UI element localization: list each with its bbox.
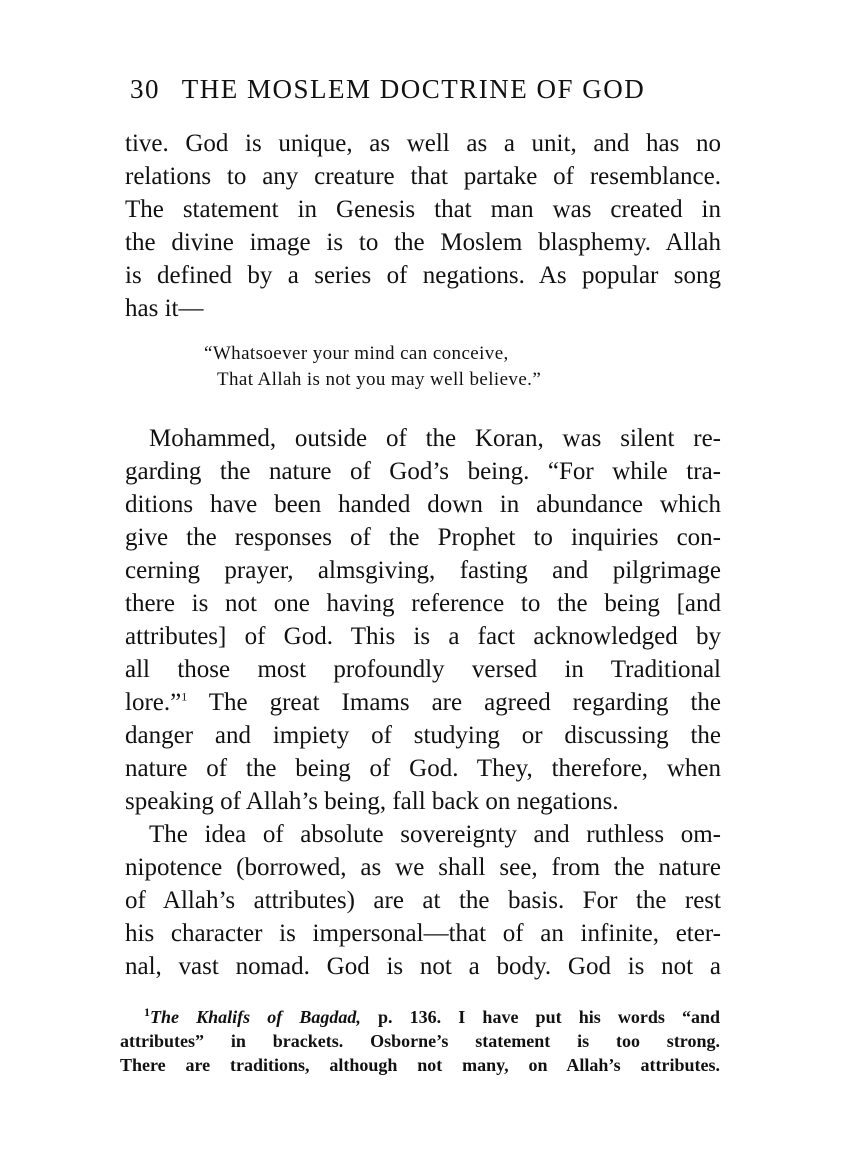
footnote-line: [120, 1005, 720, 1029]
text-line: has it—: [125, 295, 204, 322]
page-number: 30: [130, 74, 160, 104]
text-line: The statement in Genesis that man was created in: [125, 196, 721, 223]
text-fragment: The great Imams are agreed regarding the: [187, 689, 721, 716]
text-line: cerning prayer, almsgiving, fasting and pilgrimage: [125, 557, 721, 584]
footnote-marker: 1: [144, 1005, 150, 1019]
text-line: give the responses of the Prophet to inquiries con-: [125, 524, 721, 551]
footnote: [120, 1005, 720, 1077]
quote-line: That Allah is not you may well believe.”: [217, 369, 542, 390]
text-line-with-footnote-ref: [125, 686, 721, 719]
text-line: nature of the being of God. They, therefore, when: [125, 755, 721, 782]
text-line: nipotence (borrowed, as we shall see, from the nature: [125, 854, 721, 881]
footnote-source-title: The Khalifs of Bagdad,: [150, 1007, 361, 1027]
paragraph-1: [125, 127, 721, 325]
text-line: relations to any creature that partake of resemblance.: [125, 163, 721, 190]
text-line: speaking of Allah’s being, fall back on negations.: [125, 788, 619, 815]
paragraph-2-3: [125, 422, 721, 983]
footnote-line: attributes” in brackets. Osborne’s statement is too strong.: [120, 1031, 720, 1051]
text-line: his character is impersonal—that of an infinite, eter-: [125, 920, 721, 947]
text-fragment: lore.”: [125, 689, 182, 716]
text-line: garding the nature of God’s being. “For while tra-: [125, 458, 721, 485]
text-line: the divine image is to the Moslem blasphemy. Allah: [125, 229, 721, 256]
text-line: attributes] of God. This is a fact acknowledged by: [125, 623, 721, 650]
quote-line: “Whatsoever your mind can conceive,: [204, 343, 509, 364]
verse-quote: [204, 341, 541, 393]
text-line: Mohammed, outside of the Koran, was silent re-: [149, 425, 721, 452]
text-line: there is not one having reference to the being [and: [125, 590, 721, 617]
text-line: nal, vast nomad. God is not a body. God is not a: [125, 953, 721, 980]
footnote-line: There are traditions, although not many, on Allah’s attributes.: [120, 1055, 720, 1075]
text-line: tive. God is unique, as well as a unit, and has no: [125, 130, 721, 157]
text-line: ditions have been handed down in abundance which: [125, 491, 721, 518]
running-header: [130, 74, 730, 105]
text-line: of Allah’s attributes) are at the basis. For the rest: [125, 887, 721, 914]
text-line: all those most profoundly versed in Traditional: [125, 656, 721, 683]
footnote-reference: 1: [181, 689, 188, 704]
running-title: THE MOSLEM DOCTRINE OF GOD: [181, 74, 646, 104]
text-line: The idea of absolute sovereignty and ruthless om-: [149, 821, 721, 848]
text-fragment: p. 136. I have put his words “and: [360, 1007, 721, 1027]
text-line: is defined by a series of negations. As popular song: [125, 262, 721, 289]
text-line: danger and impiety of studying or discussing the: [125, 722, 721, 749]
